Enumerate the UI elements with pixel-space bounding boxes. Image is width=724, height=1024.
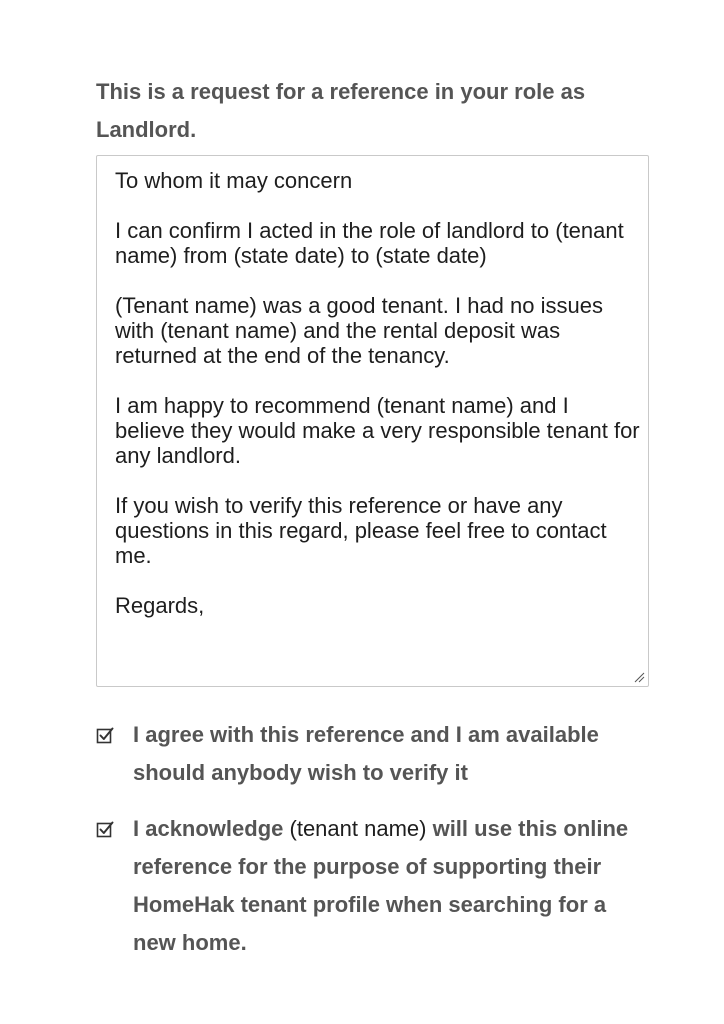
letter-paragraph-contact: If you wish to verify this reference or have any questions in this regard, please feel free to contact me. [115,493,607,568]
checkbox-checked-icon[interactable] [96,820,114,838]
reference-letter-content[interactable] [115,168,640,643]
checkbox-checked-icon[interactable] [96,726,114,744]
reference-letter-textarea[interactable] [96,155,649,687]
consent-agree-label: I agree with this reference and I am available should anybody wish to verify it [133,722,599,785]
consent-acknowledge-suffix: will use this online reference for the purpose of supporting their HomeHak tenant profile when searching for a new home. [133,816,629,955]
consent-acknowledge-label [133,810,653,962]
letter-paragraph-tenant-conduct: (Tenant name) was a good tenant. I had no issues with (tenant name) and the rental deposit was returned at the end of the tenancy. [115,293,603,368]
tenant-name-placeholder: (tenant name) [289,816,427,841]
consent-acknowledge-prefix: I acknowledge [133,816,290,841]
letter-paragraph-salutation: To whom it may concern [115,168,353,193]
reference-request-intro: This is a request for a reference in your role as Landlord. [96,79,586,142]
resize-grip-icon[interactable] [633,671,645,683]
letter-paragraph-confirmation: I can confirm I acted in the role of landlord to (tenant name) from (state date) to (state date) [115,218,624,268]
letter-paragraph-closing: Regards, [115,593,205,618]
letter-paragraph-recommendation: I am happy to recommend (tenant name) and I believe they would make a very responsible tenant for any landlord. [115,393,640,468]
